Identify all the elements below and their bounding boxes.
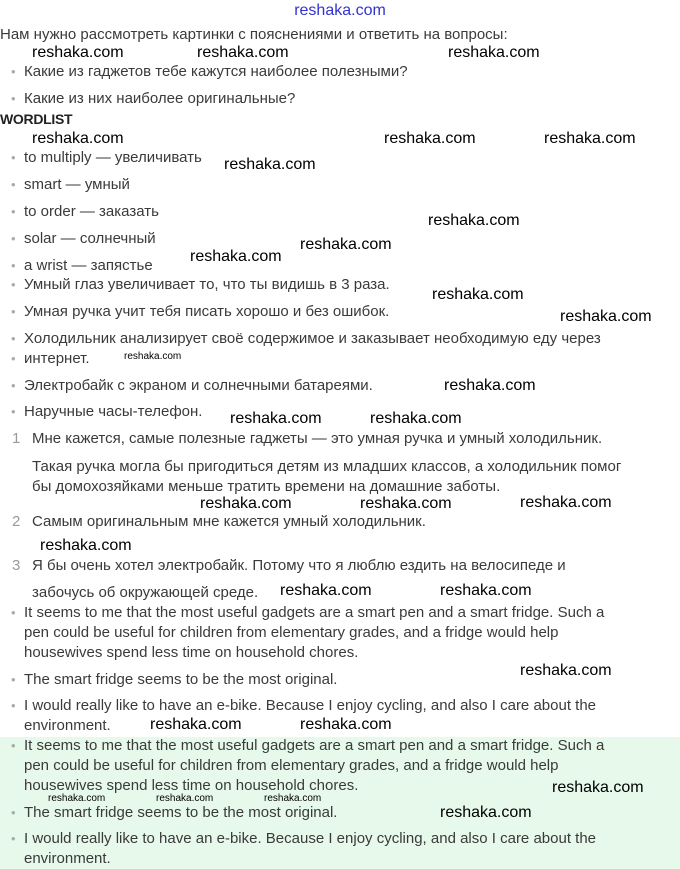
- watermark: reshaka.com: [448, 44, 540, 61]
- answer-line: pen could be useful for children from elementary grades, and a fridge would help: [24, 757, 559, 774]
- answer-ru-3: [12, 557, 566, 574]
- description-item: • Умный глаз увеличивает то, что ты видишь в 3 раза.: [24, 276, 390, 293]
- answer-line: забочусь об окружающей среде.: [32, 584, 259, 601]
- wordlist-item: • solar — солнечный: [24, 230, 156, 247]
- watermark: reshaka.com: [440, 582, 532, 599]
- question-item: • Какие из них наиболее оригинальные?: [24, 90, 295, 107]
- watermark: reshaka.com: [264, 793, 322, 804]
- watermark: reshaka.com: [40, 537, 132, 554]
- wordlist-title: WORDLIST: [0, 111, 73, 127]
- description-item: • Наручные часы-телефон.: [24, 403, 202, 420]
- answer-line: Самым оригинальным мне кажется умный холодильник.: [32, 513, 426, 530]
- site-header-link[interactable]: reshaka.com: [294, 2, 386, 19]
- answer-line: housewives spend less time on household chores.: [24, 644, 359, 661]
- watermark: reshaka.com: [200, 495, 292, 512]
- watermark: reshaka.com: [552, 779, 644, 796]
- answer-ru-2: [12, 513, 426, 530]
- answer-en: • It seems to me that the most useful gadgets are a smart pen and a smart fridge. Such a: [24, 604, 604, 621]
- question-item: • Какие из гаджетов тебе кажутся наиболее полезными?: [24, 63, 408, 80]
- watermark: reshaka.com: [520, 662, 612, 679]
- watermark: reshaka.com: [230, 410, 322, 427]
- description-item: • Электробайк с экраном и солнечными батареями.: [24, 377, 373, 394]
- description-item: • Умная ручка учит тебя писать хорошо и без ошибок.: [24, 303, 389, 320]
- watermark: reshaka.com: [32, 130, 124, 147]
- watermark: reshaka.com: [190, 248, 282, 265]
- wordlist-item: • a wrist — запястье: [24, 257, 153, 274]
- answer-ru-1: [12, 430, 603, 447]
- answer-line: housewives spend less time on household chores.: [24, 777, 359, 794]
- intro-text: Нам нужно рассмотреть картинки с пояснениями и ответить на вопросы:: [0, 26, 508, 43]
- answer-number: 3: [12, 557, 21, 574]
- watermark: reshaka.com: [544, 130, 636, 147]
- answer-line: бы домохозяйками меньше тратить времени на домашние заботы.: [32, 478, 501, 495]
- watermark: reshaka.com: [32, 44, 124, 61]
- watermark: reshaka.com: [150, 716, 242, 733]
- watermark: reshaka.com: [440, 804, 532, 821]
- answer-en-highlighted: • I would really like to have an e-bike. Because I enjoy cycling, and also I care about the: [24, 830, 596, 847]
- watermark: reshaka.com: [156, 793, 214, 804]
- wordlist-item: • smart — умный: [24, 176, 130, 193]
- watermark: reshaka.com: [428, 212, 520, 229]
- watermark: reshaka.com: [360, 495, 452, 512]
- answer-line: Мне кажется, самые полезные гаджеты — это умная ручка и умный холодильник.: [32, 430, 603, 447]
- answer-number: 1: [12, 430, 21, 447]
- answer-line: pen could be useful for children from elementary grades, and a fridge would help: [24, 624, 559, 641]
- answer-en-highlighted: • The smart fridge seems to be the most original.: [24, 804, 337, 821]
- description-item-cont: • интернет.: [24, 350, 90, 367]
- watermark: reshaka.com: [197, 44, 289, 61]
- watermark: reshaka.com: [48, 793, 106, 804]
- watermark: reshaka.com: [560, 308, 652, 325]
- watermark: reshaka.com: [300, 236, 392, 253]
- answer-line: Такая ручка могла бы пригодиться детям из младших классов, а холодильник помог: [32, 458, 622, 475]
- wordlist-item: • to multiply — увеличивать: [24, 149, 202, 166]
- watermark: reshaka.com: [370, 410, 462, 427]
- answer-number: 2: [12, 513, 21, 530]
- description-item: • Холодильник анализирует своё содержимое и заказывает необходимую еду через: [24, 330, 601, 347]
- watermark: reshaka.com: [224, 156, 316, 173]
- answer-en: • I would really like to have an e-bike. Because I enjoy cycling, and also I care about the: [24, 697, 596, 714]
- answer-line: environment.: [24, 717, 111, 734]
- answer-line: Я бы очень хотел электробайк. Потому что я люблю ездить на велосипеде и: [32, 557, 566, 574]
- answer-line: environment.: [24, 850, 111, 867]
- answer-en: • The smart fridge seems to be the most original.: [24, 671, 337, 688]
- watermark: reshaka.com: [300, 716, 392, 733]
- watermark: reshaka.com: [280, 582, 372, 599]
- watermark: reshaka.com: [520, 494, 612, 511]
- wordlist-item: • to order — заказать: [24, 203, 159, 220]
- watermark: reshaka.com: [444, 377, 536, 394]
- watermark: reshaka.com: [432, 286, 524, 303]
- answer-en-highlighted: • It seems to me that the most useful gadgets are a smart pen and a smart fridge. Such a: [24, 737, 604, 754]
- watermark: reshaka.com: [124, 351, 182, 362]
- watermark: reshaka.com: [384, 130, 476, 147]
